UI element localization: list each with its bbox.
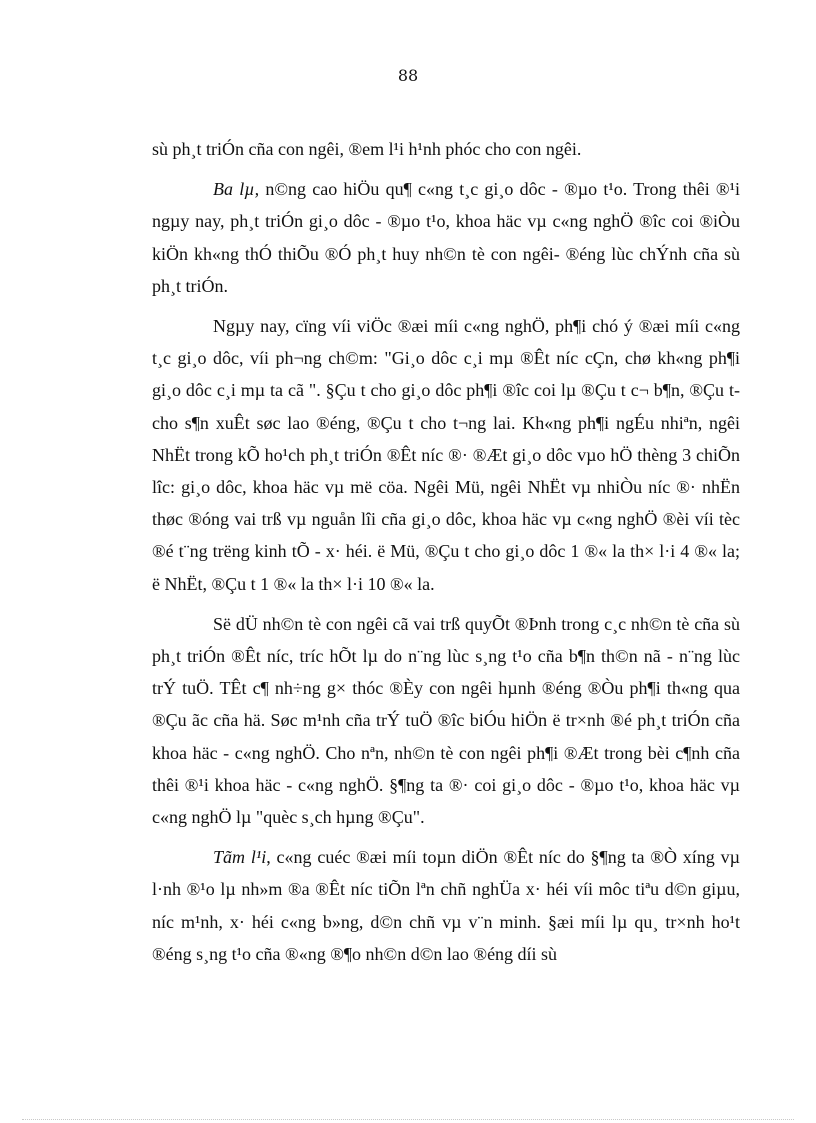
paragraph-1: [152, 133, 740, 165]
paragraph-4: [152, 608, 740, 833]
paragraph-2-lead: Ba lµ,: [213, 179, 260, 200]
paragraph-2: [152, 173, 740, 302]
paragraph-5-lead: Tãm l¹i: [213, 847, 267, 868]
paragraph-5-text: , c«ng cuéc ®æi míi toµn diÖn ®Êt níc do §¶ng ta ®Ò xíng vµ l·nh ®¹o lµ nh»m ®a ®Êt níc tiÕn lªn chñ nghÜa x· héi víi môc tiªu d©n giµu, níc m¹nh, x· héi c«ng b»ng, d©n chñ vµ v¨n minh. §æi míi lµ qu¸ tr×nh ho¹t ®éng s¸ng t¹o cña ®«ng ®¶o nh©n d©n lao ®éng díi sù: [152, 847, 740, 964]
paragraph-3-text: Ngµy nay, cïng víi viÖc ®æi míi c«ng nghÖ, ph¶i chó ý ®æi míi c«ng t¸c gi¸o dôc, víi ph¬ng ch©m: "Gi¸o dôc c¸i mµ ®Êt níc cÇn, chø kh«ng ph¶i gi¸o dôc c¸i mµ ta cã ". §Çu t cho gi¸o dôc ph¶i ®îc coi lµ ®Çu t c¬ b¶n, ®Çu t cho s¶n xuÊt søc lao ®éng, ®Çu t cho t¬ng lai. Kh«ng ph¶i ngÉu nhiªn, ngêi NhËt trong kÕ ho¹ch ph¸t triÓn ®Êt níc ®· ®Æt gi¸o dôc vµo hÖ thèng 3 chiÕn lîc: gi¸o dôc, khoa häc vµ më cöa. Ngêi Mü, ngêi NhËt vµ nhiÒu níc ®· nhËn thøc ®óng vai trß vµ nguån lîi cña gi¸o dôc, khoa häc vµ c«ng nghÖ ®èi víi tèc ®é t¨ng trëng kinh tÕ - x· héi. ë Mü, ®Çu t cho gi¸o dôc 1 ®« la th× l·i 4 ®« la; ë NhËt, ®Çu t 1 ®« la th× l·i 10 ®« la.: [152, 316, 740, 594]
paragraph-5: [152, 841, 740, 970]
paragraph-3: [152, 310, 740, 600]
body-text: [152, 133, 740, 978]
paragraph-2-text: n©ng cao hiÖu qu¶ c«ng t¸c gi¸o dôc - ®µo t¹o. Trong thêi ®¹i ngµy nay, ph¸t triÓn gi¸o dôc - ®µo t¹o, khoa häc vµ c«ng nghÖ ®îc coi ®iÒu kiÖn kh«ng thÓ thiÕu ®Ó ph¸t huy nh©n tè con ngêi- ®éng lùc chÝnh cña sù ph¸t triÓn.: [152, 179, 740, 296]
page-number: 88: [397, 66, 419, 85]
page-bottom-border: [22, 1119, 794, 1120]
paragraph-1-text: sù ph¸t triÓn cña con ngêi, ®em l¹i h¹nh phóc cho con ngêi.: [152, 139, 582, 159]
paragraph-4-text: Së dÜ nh©n tè con ngêi cã vai trß quyÕt ®Þnh trong c¸c nh©n tè cña sù ph¸t triÓn ®Êt níc, tríc hÕt lµ do n¨ng lùc s¸ng t¹o cña b¶n th©n nã - n¨ng lùc trÝ tuÖ. TÊt c¶ nh÷ng g× thóc ®Èy con ngêi hµnh ®éng ®Òu ph¶i th«ng qua ®Çu ãc cña hä. Søc m¹nh cña trÝ tuÖ ®îc biÓu hiÖn ë tr×nh ®é ph¸t triÓn cña khoa häc - c«ng nghÖ. Cho nªn, nh©n tè con ngêi ph¶i ®Æt trong bèi c¶nh cña thêi ®¹i khoa häc - c«ng nghÖ. §¶ng ta ®· coi gi¸o dôc - ®µo t¹o, khoa häc vµ c«ng nghÖ lµ "quèc s¸ch hµng ®Çu".: [152, 613, 740, 828]
